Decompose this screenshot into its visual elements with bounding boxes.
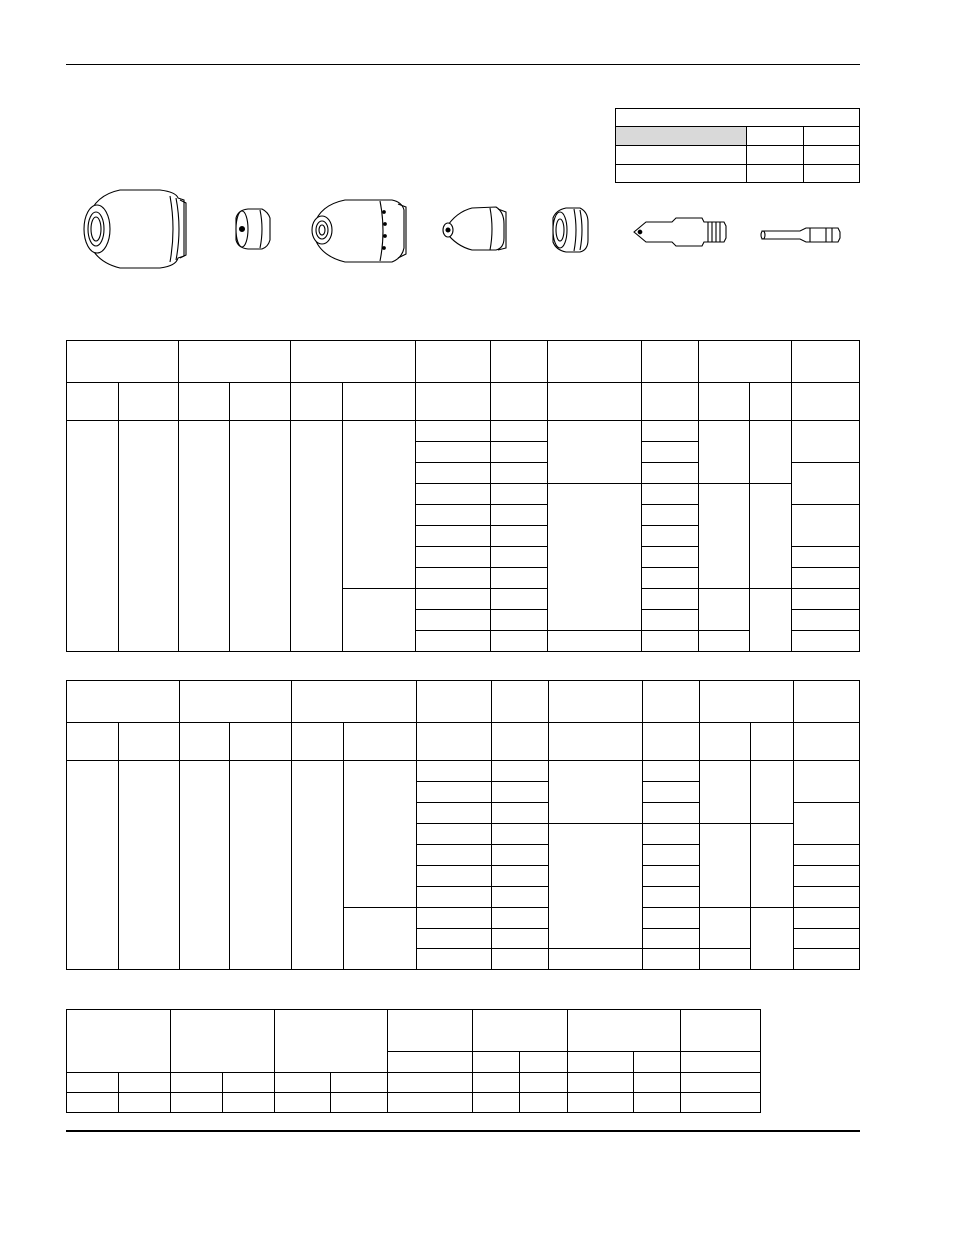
shield-icon [236, 209, 270, 249]
nozzle-icon [443, 207, 506, 250]
retaining-cap-icon [312, 200, 406, 262]
electrode-icon [634, 218, 726, 246]
water-tube-icon [761, 228, 840, 242]
shield-cap-icon [84, 190, 186, 268]
swirl-ring-icon [553, 208, 588, 252]
footer-rule [66, 1130, 860, 1132]
header-rule [66, 64, 860, 65]
